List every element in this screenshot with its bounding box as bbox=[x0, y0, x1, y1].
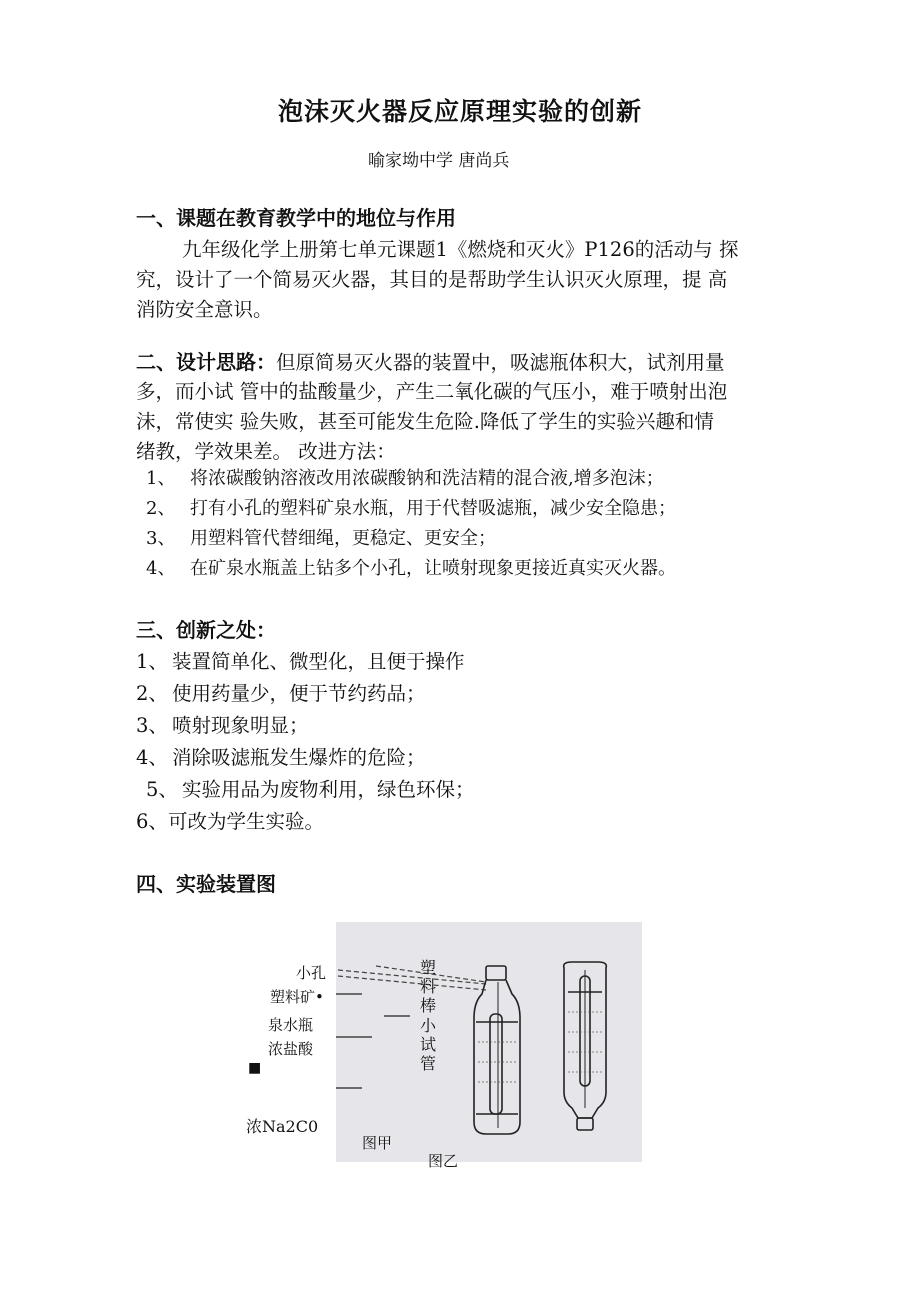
section2-item-4-num: 4、 bbox=[146, 558, 176, 579]
label-rod: 塑料棒 bbox=[420, 958, 437, 1015]
section2-item-2-num: 2、 bbox=[146, 498, 176, 519]
section3-item-3-text: 喷射现象明显； bbox=[172, 714, 309, 737]
section1-line-1: 九年级化学上册第七单元课题1《燃烧和灭火》P126的活动与 探 bbox=[182, 238, 739, 261]
section2-line-3: 沫，常使实 验失败，甚至可能发生危险.降低了学生的实验兴趣和情 bbox=[136, 410, 714, 433]
apparatus-drawing bbox=[336, 922, 642, 1162]
section1-line-3: 消防安全意识。 bbox=[136, 298, 273, 321]
section2-line-4: 绪教，学效果差。 改进方法： bbox=[136, 440, 396, 463]
section1-heading: 一、课题在教育教学中的地位与作用 bbox=[136, 206, 456, 230]
section2-item-3-text: 用塑料管代替细绳，更稳定、更安全； bbox=[190, 528, 496, 549]
section1-line-2: 究，设计了一个简易灭火器，其目的是帮助学生认识灭火原理，提 高 bbox=[136, 268, 728, 291]
label-acid: 浓盐酸 bbox=[268, 1040, 314, 1058]
section3-item-5-text: 实验用品为废物利用，绿色环保； bbox=[182, 778, 475, 801]
section3-heading: 三、创新之处： bbox=[136, 618, 276, 642]
caption-b: 图乙 bbox=[428, 1152, 459, 1170]
apparatus-figure bbox=[336, 922, 642, 1162]
section3-item-6-num: 6、 bbox=[136, 810, 168, 833]
section2-item-4-text: 在矿泉水瓶盖上钻多个小孔，让喷射现象更接近真实灭火器。 bbox=[190, 558, 676, 579]
label-hole: 小孔 bbox=[296, 964, 327, 982]
section3-item-1-text: 装置简单化、微型化，且便于操作 bbox=[172, 650, 465, 673]
section2-heading: 二、设计思路： bbox=[136, 350, 276, 374]
section3-item-4-text: 消除吸滤瓶发生爆炸的危险； bbox=[172, 746, 426, 769]
bottle-b bbox=[564, 962, 607, 1130]
label-bottle-line2: 泉水瓶 bbox=[268, 1016, 314, 1034]
section3-item-4-num: 4、 bbox=[136, 746, 168, 769]
label-cut: 浓Na2C0 bbox=[246, 1117, 319, 1136]
section2-item-1-text: 将浓碳酸钠溶液改用浓碳酸钠和洗洁精的混合液,增多泡沫； bbox=[190, 468, 664, 489]
section2-item-2-text: 打有小孔的塑料矿泉水瓶，用于代替吸滤瓶，减少安全隐患； bbox=[190, 498, 676, 519]
section3-item-2-text: 使用药量少，便于节约药品； bbox=[172, 682, 426, 705]
section3-item-1-num: 1、 bbox=[136, 650, 168, 673]
section2-first-line bbox=[136, 346, 725, 375]
section3-item-5-num: 5、 bbox=[146, 778, 178, 801]
section2-line-2: 多，而小试 管中的盐酸量少，产生二氧化碳的气压小，难于喷射出泡 bbox=[136, 380, 728, 403]
marker-square: ■ bbox=[248, 1060, 262, 1076]
author-line: 喻家坳中学 唐尚兵 bbox=[368, 151, 510, 171]
page-title: 泡沫灭火器反应原理实验的创新 bbox=[277, 97, 642, 126]
bottle-a bbox=[474, 966, 520, 1134]
section3-item-3-num: 3、 bbox=[136, 714, 168, 737]
section3-item-6-text: 可改为学生实验。 bbox=[168, 810, 325, 833]
caption-a: 图甲 bbox=[362, 1134, 393, 1152]
label-bottle-line1: 塑料矿• bbox=[270, 988, 324, 1006]
section4-heading: 四、实验装置图 bbox=[136, 872, 276, 896]
section3-item-2-num: 2、 bbox=[136, 682, 168, 705]
section2-line-1: 但原简易灭火器的装置中，吸滤瓶体积大，试剂用量 bbox=[276, 351, 725, 374]
section2-item-3-num: 3、 bbox=[146, 528, 176, 549]
section2-item-1-num: 1、 bbox=[146, 468, 176, 489]
label-tube: 小试管 bbox=[420, 1016, 437, 1073]
